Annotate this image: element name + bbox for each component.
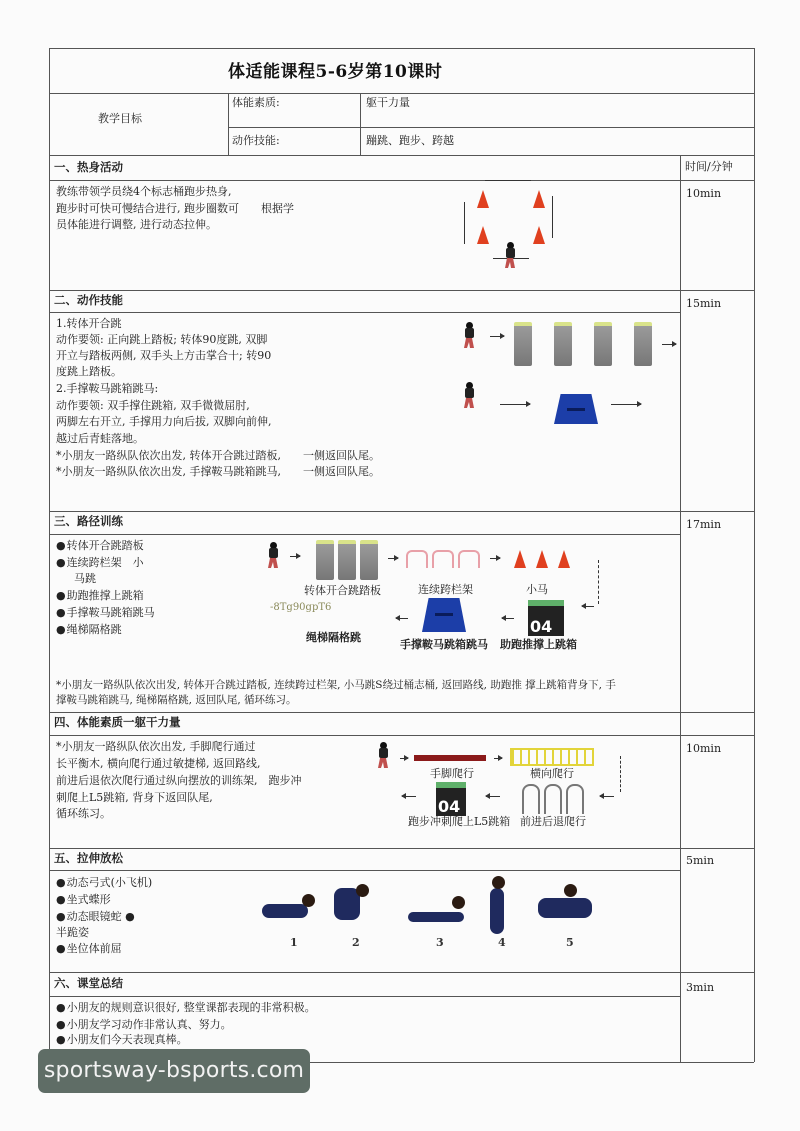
- text-line: 两脚左右开立, 手撑用力向后拔, 双脚向前伸,: [56, 415, 272, 428]
- board-icon: [360, 540, 378, 580]
- arrow-right-icon: [611, 404, 641, 405]
- text-line: *小朋友一路纵队依次出发, 转体开合跳过踏板, 连续跨过栏架, 小马跳S绕过桶志桶, 返回路线, 助跑推 撑上跳箱背身下, 手: [56, 679, 616, 691]
- stray-code-text: -8Tg90gpT6: [270, 602, 332, 613]
- figure-label: 前进后退爬行: [520, 815, 586, 828]
- agility-ladder-icon: [510, 748, 594, 766]
- bullet-item-continued: 半跪姿: [56, 926, 89, 939]
- bullet-item-continued: 马跳: [74, 572, 96, 585]
- hurdle-icon: [432, 550, 454, 568]
- stretch-poses-figure: 1 2 3 4 5: [258, 876, 603, 956]
- section-heading: 五、拉伸放松: [54, 851, 123, 865]
- cone-icon: [514, 550, 526, 568]
- objective-key: 体能素质:: [232, 96, 280, 109]
- divider: [49, 870, 680, 871]
- text-line: 度跳上踏板。: [56, 365, 122, 378]
- arrow-right-icon: [490, 336, 504, 337]
- divider: [49, 848, 754, 849]
- text-line: 刺爬上L5跳箱, 背身下返回队尾,: [56, 791, 213, 804]
- bullet-item: ● 动态弓式(小飞机): [56, 875, 152, 891]
- section-heading: 一、热身活动: [54, 160, 123, 174]
- cone-icon: [536, 550, 548, 568]
- arrow-right-icon: [500, 404, 530, 405]
- divider: [228, 93, 229, 155]
- divider: [360, 93, 361, 155]
- text-line: 动作要领: 正向跳上踏板; 转体90度跳, 双脚: [56, 333, 268, 346]
- arrow-right-icon: [400, 758, 408, 759]
- figure-label: 小马: [526, 583, 548, 596]
- cone-icon: [533, 190, 545, 208]
- text-line: 2.手撑鞍马跳箱跳马:: [56, 382, 159, 395]
- crawl-circuit-diagram: [374, 738, 634, 834]
- figure-label: 助跑推撑上跳箱: [500, 638, 577, 651]
- text-line: 员体能进行调整, 进行动态拉伸。: [56, 218, 217, 231]
- arrow-right-icon: [494, 758, 502, 759]
- section-time: 10min: [686, 742, 722, 755]
- section-time: 15min: [686, 297, 722, 310]
- time-header: 时间/分钟: [685, 160, 733, 173]
- text-line: 越过后青蛙落地。: [56, 432, 144, 445]
- divider: [49, 312, 680, 313]
- bullet-item: ● 动态眼镜蛇 ●: [56, 909, 135, 925]
- runner-icon: [464, 322, 474, 348]
- bullet-item: ● 绳梯隔格跳: [56, 622, 122, 638]
- board-icon: [594, 322, 612, 366]
- table-border: [49, 48, 50, 1062]
- figure-label: 转体开合跳踏板: [304, 584, 381, 597]
- divider: [49, 180, 754, 181]
- cone-icon: [558, 550, 570, 568]
- bullet-item: ● 连续跨栏架 小: [56, 555, 144, 571]
- jump-box-icon: 04: [436, 782, 466, 816]
- bullet-item: ● 坐位体前屈: [56, 941, 122, 957]
- time-column-border: [680, 155, 681, 1062]
- objective-value: 躯干力量: [366, 96, 410, 109]
- page-title: 体适能课程5-6岁第10课时: [228, 62, 443, 82]
- dashed-path: [598, 560, 599, 604]
- table-border: [49, 48, 754, 49]
- divider: [49, 155, 754, 156]
- section-heading: 二、动作技能: [54, 293, 123, 307]
- boards-and-vault-diagram: [458, 318, 680, 428]
- divider: [49, 996, 680, 997]
- objective-value: 蹦跳、跑步、跨越: [366, 134, 454, 147]
- arrow-left-icon: [600, 796, 614, 797]
- runner-icon: [464, 382, 474, 408]
- cone-icon: [533, 226, 545, 244]
- crawl-frame-icon: [544, 784, 562, 814]
- bullet-item: ● 小朋友的规则意识很好, 整堂课都表现的非常积极。: [56, 1000, 316, 1016]
- circuit-diagram: [262, 538, 608, 658]
- runner-icon: [505, 242, 515, 268]
- arrow-right-icon: [290, 556, 300, 557]
- arrow-right-icon: [388, 558, 398, 559]
- figure-label: 横向爬行: [530, 767, 574, 780]
- vault-box-icon: [422, 598, 466, 632]
- divider: [228, 127, 754, 128]
- runner-icon: [268, 542, 278, 568]
- board-icon: [514, 322, 532, 366]
- hurdle-icon: [458, 550, 480, 568]
- divider: [49, 511, 754, 512]
- divider: [49, 93, 754, 94]
- dashed-path: [620, 756, 621, 792]
- figure-label: 手脚爬行: [430, 767, 474, 780]
- arrow-left-icon: [402, 796, 416, 797]
- section-heading: 四、体能素质一躯干力量: [54, 715, 181, 729]
- divider: [49, 290, 754, 291]
- text-line: *小朋友一路纵队依次出发, 手撑鞍马跳箱跳马, 一侧返回队尾。: [56, 465, 380, 478]
- section-time: 10min: [686, 187, 722, 200]
- board-icon: [634, 322, 652, 366]
- text-line: 动作要领: 双手撑住跳箱, 双手微微屈肘,: [56, 399, 250, 412]
- board-icon: [316, 540, 334, 580]
- divider: [49, 712, 754, 713]
- board-icon: [338, 540, 356, 580]
- text-line: 跑步时可快可慢结合进行, 跑步圈数可 根据学: [56, 202, 294, 215]
- hurdle-icon: [406, 550, 428, 568]
- bullet-item: ● 坐式蝶形: [56, 892, 111, 908]
- section-heading: 六、课堂总结: [54, 976, 123, 990]
- figure-label: 跑步冲刺爬上L5跳箱: [408, 815, 511, 828]
- vault-box-icon: [554, 394, 598, 424]
- crawl-frame-icon: [566, 784, 584, 814]
- objectives-label: 教学目标: [98, 112, 142, 125]
- cone-icon: [477, 226, 489, 244]
- bullet-item: ● 小朋友们今天表现真棒。: [56, 1032, 188, 1048]
- objective-key: 动作技能:: [232, 134, 280, 147]
- arrow-left-icon: [502, 618, 514, 619]
- text-line: 循环练习。: [56, 807, 111, 820]
- bullet-item: ● 转体开合跳踏板: [56, 538, 144, 554]
- section-time: 5min: [686, 854, 715, 867]
- crawl-frame-icon: [522, 784, 540, 814]
- section-time: 3min: [686, 981, 715, 994]
- table-border: [754, 48, 755, 1062]
- divider: [49, 972, 754, 973]
- bullet-item: ● 助跑推撑上跳箱: [56, 588, 144, 604]
- text-line: 前进后退依次爬行通过纵向摆放的训练架, 跑步冲: [56, 774, 302, 787]
- balance-beam-icon: [414, 755, 486, 761]
- text-line: 开立与踏板两侧, 双手头上方击掌合十; 转90: [56, 349, 272, 362]
- bullet-item: ● 小朋友学习动作非常认真、努力。: [56, 1017, 232, 1033]
- section-heading: 三、路径训练: [54, 514, 123, 528]
- arrow-left-icon: [486, 796, 500, 797]
- cone-icon: [477, 190, 489, 208]
- text-line: 撑鞍马跳箱跳马, 绳梯隔格跳, 返回队尾, 循环练习。: [56, 694, 297, 706]
- bullet-item: ● 手撑鞍马跳箱跳马: [56, 605, 155, 621]
- text-line: *小朋友一路纵队依次出发, 手脚爬行通过: [56, 740, 256, 753]
- text-line: 长平衡木, 横向爬行通过敏捷梯, 返回路线,: [56, 757, 261, 770]
- board-icon: [554, 322, 572, 366]
- cones-running-diagram: [455, 180, 555, 270]
- section-time: 17min: [686, 518, 722, 531]
- arrow-left-icon: [582, 606, 594, 607]
- divider: [49, 735, 754, 736]
- text-line: 1.转体开合跳: [56, 317, 122, 330]
- figure-label: 绳梯隔格跳: [306, 631, 361, 644]
- text-line: *小朋友一路纵队依次出发, 转体开合跳过踏板, 一侧返回队尾。: [56, 449, 380, 462]
- watermark-badge: sportsway-bsports.com: [38, 1049, 310, 1093]
- runner-icon: [378, 742, 388, 768]
- text-line: 教练带领学员绕4个标志桶跑步热身,: [56, 185, 232, 198]
- figure-label: 手撑鞍马跳箱跳马: [400, 638, 488, 651]
- divider: [49, 534, 680, 535]
- figure-label: 连续跨栏架: [418, 583, 473, 596]
- arrow-right-icon: [662, 344, 676, 345]
- arrow-right-icon: [490, 558, 500, 559]
- jump-box-icon: 04: [528, 600, 564, 636]
- arrow-left-icon: [396, 618, 408, 619]
